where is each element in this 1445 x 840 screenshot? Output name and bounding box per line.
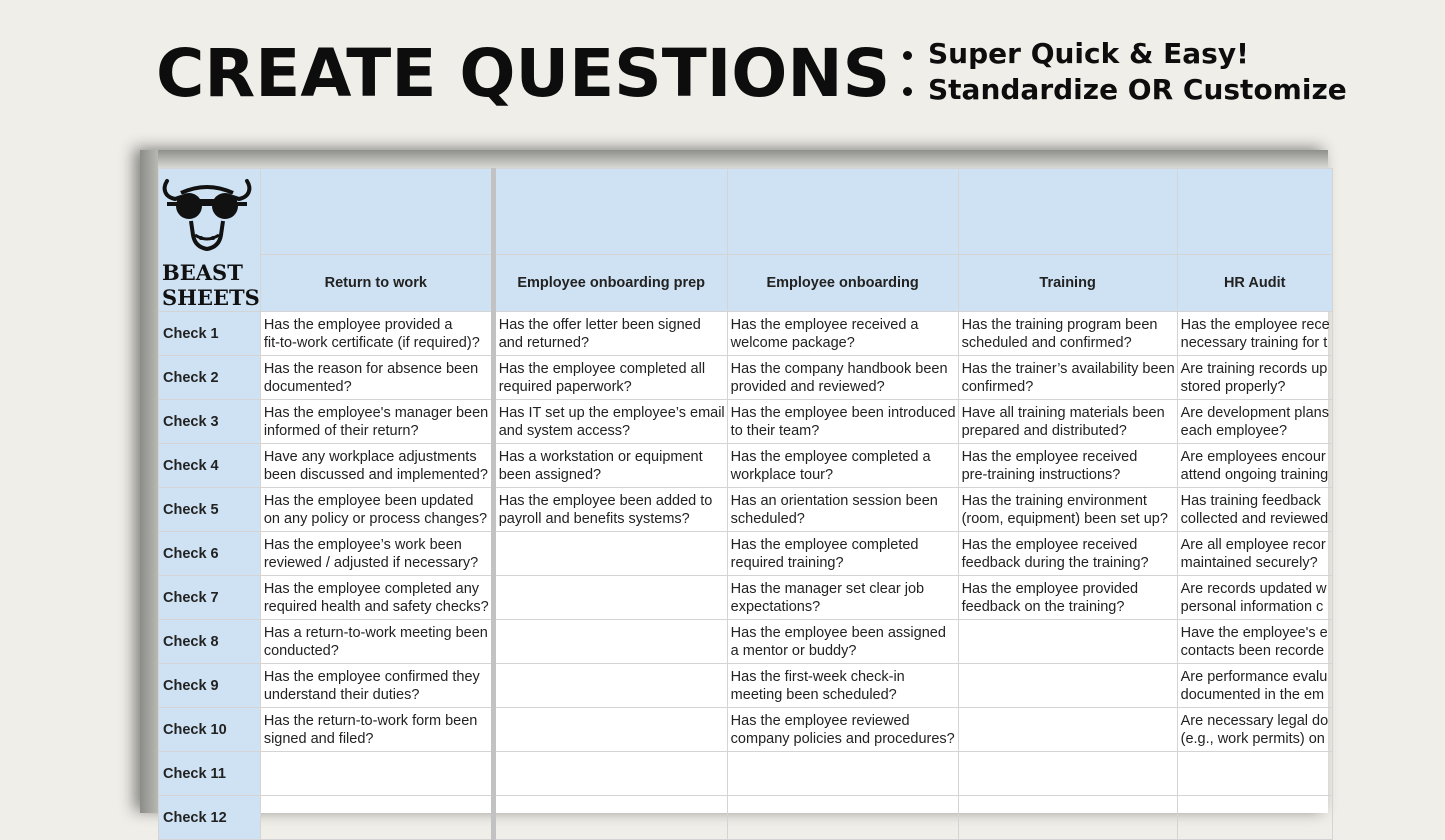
question-text-line: collected and reviewed: [1180, 510, 1329, 527]
question-cell[interactable]: [727, 312, 958, 356]
question-cell[interactable]: [958, 752, 1177, 796]
header-blank-cell[interactable]: [727, 169, 958, 255]
row-label[interactable]: Check 4: [159, 444, 261, 488]
question-text-line: company policies and procedures?: [730, 730, 955, 747]
question-cell[interactable]: [493, 664, 727, 708]
feature-bullet: [903, 72, 1347, 108]
column-header[interactable]: Return to work: [260, 255, 493, 312]
question-text-line: (room, equipment) been set up?: [961, 510, 1168, 527]
brand-line-2: SHEETS: [162, 285, 260, 310]
question-text-line: Have the employee's e: [1180, 624, 1328, 641]
question-text-line: Has a workstation or equipment: [498, 448, 703, 465]
sheet-top-shadow: [140, 150, 1328, 168]
question-text-line: scheduled and confirmed?: [961, 334, 1132, 351]
question-cell[interactable]: [958, 796, 1177, 840]
question-text-line: Are training records up: [1180, 360, 1328, 377]
question-text-line: and system access?: [498, 422, 631, 439]
question-text-line: expectations?: [730, 598, 821, 615]
table-row: [159, 752, 1333, 796]
table-row: [159, 532, 1333, 576]
question-cell[interactable]: [727, 664, 958, 708]
question-text-line: and returned?: [498, 334, 590, 351]
question-text-line: contacts been recorde: [1180, 642, 1325, 659]
bullet-dot-icon: [903, 51, 912, 60]
question-text-line: Has the employee reviewed: [730, 712, 910, 729]
question-cell[interactable]: [727, 400, 958, 444]
question-cell[interactable]: [260, 532, 493, 576]
feature-bullet-text: Super Quick & Easy!: [928, 37, 1249, 70]
question-text-line: Has training feedback: [1180, 492, 1321, 509]
question-text-line: Are employees encour: [1180, 448, 1326, 465]
question-text-line: each employee?: [1180, 422, 1288, 439]
question-cell[interactable]: [493, 532, 727, 576]
question-text-line: Has the employee’s work been: [263, 536, 462, 553]
question-text-line: Has the employee completed: [730, 536, 919, 553]
question-text-line: Has the employee received a: [730, 316, 919, 333]
question-cell[interactable]: [1177, 444, 1332, 488]
question-cell[interactable]: [727, 576, 958, 620]
brand-logo-cell: [159, 169, 261, 312]
question-cell[interactable]: [260, 620, 493, 664]
question-cell[interactable]: [727, 752, 958, 796]
question-text-line: confirmed?: [961, 378, 1034, 395]
question-cell[interactable]: [1177, 488, 1332, 532]
question-text-line: stored properly?: [1180, 378, 1286, 395]
column-header[interactable]: Employee onboarding prep: [493, 255, 727, 312]
question-cell[interactable]: [958, 312, 1177, 356]
question-text-line: Has the employee completed a: [730, 448, 931, 465]
question-text-line: documented?: [263, 378, 352, 395]
question-text-line: payroll and benefits systems?: [498, 510, 690, 527]
question-text-line: been assigned?: [498, 466, 602, 483]
question-cell[interactable]: [260, 444, 493, 488]
table-row: [159, 620, 1333, 664]
question-cell[interactable]: [493, 356, 727, 400]
question-cell[interactable]: [727, 488, 958, 532]
header-top-row: [159, 169, 1333, 255]
column-header-row: [159, 255, 1333, 312]
table-row: [159, 356, 1333, 400]
question-text-line: Has the employee provided: [961, 580, 1139, 597]
question-text-line: feedback during the training?: [961, 554, 1149, 571]
question-cell[interactable]: [260, 664, 493, 708]
question-text-line: prepared and distributed?: [961, 422, 1127, 439]
question-text-line: documented in the em: [1180, 686, 1325, 703]
question-cell[interactable]: [1177, 356, 1332, 400]
question-text-line: Has the company handbook been: [730, 360, 948, 377]
question-text-line: Has the training program been: [961, 316, 1158, 333]
question-text-line: Are records updated w: [1180, 580, 1327, 597]
header-blank-cell[interactable]: [260, 169, 493, 255]
row-label[interactable]: Check 10: [159, 708, 261, 752]
question-text-line: maintained securely?: [1180, 554, 1318, 571]
question-cell[interactable]: [958, 576, 1177, 620]
question-text-line: Has the employee been updated: [263, 492, 474, 509]
question-cell[interactable]: [727, 356, 958, 400]
table-row: [159, 312, 1333, 356]
question-cell[interactable]: [958, 664, 1177, 708]
question-cell[interactable]: [260, 796, 493, 840]
question-text-line: Has the employee been introduced: [730, 404, 956, 421]
header-blank-cell[interactable]: [1177, 169, 1332, 255]
question-text-line: Has the trainer’s availability been: [961, 360, 1175, 377]
question-cell[interactable]: [727, 620, 958, 664]
question-text-line: been discussed and implemented?: [263, 466, 488, 483]
question-text-line: Have all training materials been: [961, 404, 1165, 421]
question-text-line: welcome package?: [730, 334, 855, 351]
row-label[interactable]: Check 1: [159, 312, 261, 356]
page-headline: CREATE QUESTIONS: [156, 35, 891, 112]
question-text-line: workplace tour?: [730, 466, 834, 483]
column-header[interactable]: Training: [958, 255, 1177, 312]
question-cell[interactable]: [727, 708, 958, 752]
question-cell[interactable]: [958, 532, 1177, 576]
question-text-line: Has the employee provided a: [263, 316, 453, 333]
table-row: [159, 488, 1333, 532]
question-cell[interactable]: [958, 444, 1177, 488]
question-cell[interactable]: [493, 620, 727, 664]
bull-with-sunglasses-icon: [159, 169, 255, 255]
question-cell[interactable]: [727, 444, 958, 488]
question-cell[interactable]: [260, 708, 493, 752]
question-text-line: required training?: [730, 554, 844, 571]
question-text-line: Are necessary legal do: [1180, 712, 1329, 729]
question-text-line: Has the employee rece: [1180, 316, 1330, 333]
row-label[interactable]: Check 2: [159, 356, 261, 400]
question-text-line: Are development plans: [1180, 404, 1329, 421]
question-cell[interactable]: [958, 400, 1177, 444]
question-text-line: signed and filed?: [263, 730, 374, 747]
question-cell[interactable]: [1177, 400, 1332, 444]
question-text-line: Has an orientation session been: [730, 492, 938, 509]
question-text-line: personal information c: [1180, 598, 1324, 615]
column-header[interactable]: Employee onboarding: [727, 255, 958, 312]
question-text-line: attend ongoing training: [1180, 466, 1329, 483]
question-text-line: (e.g., work permits) on: [1180, 730, 1325, 747]
question-text-line: fit-to-work certificate (if required)?: [263, 334, 480, 351]
question-text-line: Are all employee recor: [1180, 536, 1326, 553]
table-row: [159, 796, 1333, 840]
feature-bullet: [903, 36, 1347, 72]
feature-bullet-list: [903, 36, 1347, 108]
question-text-line: Has the employee received: [961, 448, 1138, 465]
row-label[interactable]: Check 12: [159, 796, 261, 840]
question-text-line: to their team?: [730, 422, 820, 439]
question-text-line: feedback on the training?: [961, 598, 1125, 615]
sheet-left-shadow: [140, 150, 158, 813]
question-cell[interactable]: [493, 488, 727, 532]
row-label[interactable]: Check 7: [159, 576, 261, 620]
question-cell[interactable]: [958, 620, 1177, 664]
table-row: [159, 576, 1333, 620]
question-text-line: Has the employee been assigned: [730, 624, 946, 641]
question-text-line: pre-training instructions?: [961, 466, 1121, 483]
question-cell[interactable]: [727, 796, 958, 840]
question-cell[interactable]: [958, 708, 1177, 752]
question-cell[interactable]: [493, 796, 727, 840]
question-text-line: required health and safety checks?: [263, 598, 489, 615]
question-cell[interactable]: [1177, 532, 1332, 576]
question-text-line: Has the employee confirmed they: [263, 668, 480, 685]
table-row: [159, 400, 1333, 444]
question-text-line: Has the reason for absence been: [263, 360, 479, 377]
question-text-line: conducted?: [263, 642, 339, 659]
question-cell[interactable]: [958, 488, 1177, 532]
question-text-line: scheduled?: [730, 510, 805, 527]
question-cell[interactable]: [493, 312, 727, 356]
question-cell[interactable]: [493, 752, 727, 796]
feature-bullet-text: Standardize OR Customize: [928, 73, 1347, 106]
row-label[interactable]: Check 11: [159, 752, 261, 796]
question-cell[interactable]: [493, 708, 727, 752]
row-label[interactable]: Check 8: [159, 620, 261, 664]
brand-line-1: BEAST: [162, 260, 243, 285]
question-text-line: informed of their return?: [263, 422, 419, 439]
table-row: [159, 708, 1333, 752]
question-text-line: Has the employee completed any: [263, 580, 480, 597]
question-text-line: Has a return-to-work meeting been: [263, 624, 488, 641]
question-text-line: a mentor or buddy?: [730, 642, 857, 659]
question-cell[interactable]: [260, 312, 493, 356]
question-cell[interactable]: [260, 400, 493, 444]
table-row: [159, 664, 1333, 708]
question-cell[interactable]: [958, 356, 1177, 400]
question-cell[interactable]: [493, 400, 727, 444]
question-text-line: Are performance evalu: [1180, 668, 1328, 685]
question-text-line: Has the employee's manager been: [263, 404, 489, 421]
question-cell[interactable]: [1177, 620, 1332, 664]
question-cell[interactable]: [1177, 708, 1332, 752]
question-cell[interactable]: [727, 532, 958, 576]
question-cell[interactable]: [493, 576, 727, 620]
row-label[interactable]: Check 3: [159, 400, 261, 444]
row-label[interactable]: Check 6: [159, 532, 261, 576]
question-text-line: Has the offer letter been signed: [498, 316, 701, 333]
question-cell[interactable]: [1177, 664, 1332, 708]
question-cell[interactable]: [1177, 576, 1332, 620]
checklist-table: [158, 168, 1333, 840]
question-text-line: required paperwork?: [498, 378, 632, 395]
column-header[interactable]: HR Audit: [1177, 255, 1332, 312]
question-text-line: understand their duties?: [263, 686, 420, 703]
question-text-line: Has the employee been added to: [498, 492, 713, 509]
question-text-line: Has the first-week check-in: [730, 668, 905, 685]
row-label[interactable]: Check 5: [159, 488, 261, 532]
question-cell[interactable]: [1177, 752, 1332, 796]
table-row: [159, 444, 1333, 488]
question-cell[interactable]: [493, 444, 727, 488]
question-text-line: Has the employee completed all: [498, 360, 706, 377]
question-cell[interactable]: [260, 356, 493, 400]
spreadsheet-screenshot: [140, 150, 1330, 826]
question-text-line: reviewed / adjusted if necessary?: [263, 554, 479, 571]
question-text-line: Has the employee received: [961, 536, 1138, 553]
question-text-line: Has the return-to-work form been: [263, 712, 478, 729]
question-text-line: Has the manager set clear job: [730, 580, 925, 597]
row-label[interactable]: Check 9: [159, 664, 261, 708]
question-cell[interactable]: [1177, 312, 1332, 356]
brand-name: [159, 260, 260, 310]
question-cell[interactable]: [260, 752, 493, 796]
header-blank-cell[interactable]: [493, 169, 727, 255]
question-text-line: Has the training environment: [961, 492, 1147, 509]
question-text-line: Have any workplace adjustments: [263, 448, 477, 465]
question-cell[interactable]: [260, 488, 493, 532]
question-cell[interactable]: [260, 576, 493, 620]
question-text-line: on any policy or process changes?: [263, 510, 488, 527]
question-text-line: provided and reviewed?: [730, 378, 885, 395]
question-text-line: meeting been scheduled?: [730, 686, 897, 703]
question-cell[interactable]: [1177, 796, 1332, 840]
bullet-dot-icon: [903, 87, 912, 96]
question-text-line: necessary training for t: [1180, 334, 1328, 351]
question-text-line: Has IT set up the employee’s email: [498, 404, 725, 421]
header-blank-cell[interactable]: [958, 169, 1177, 255]
